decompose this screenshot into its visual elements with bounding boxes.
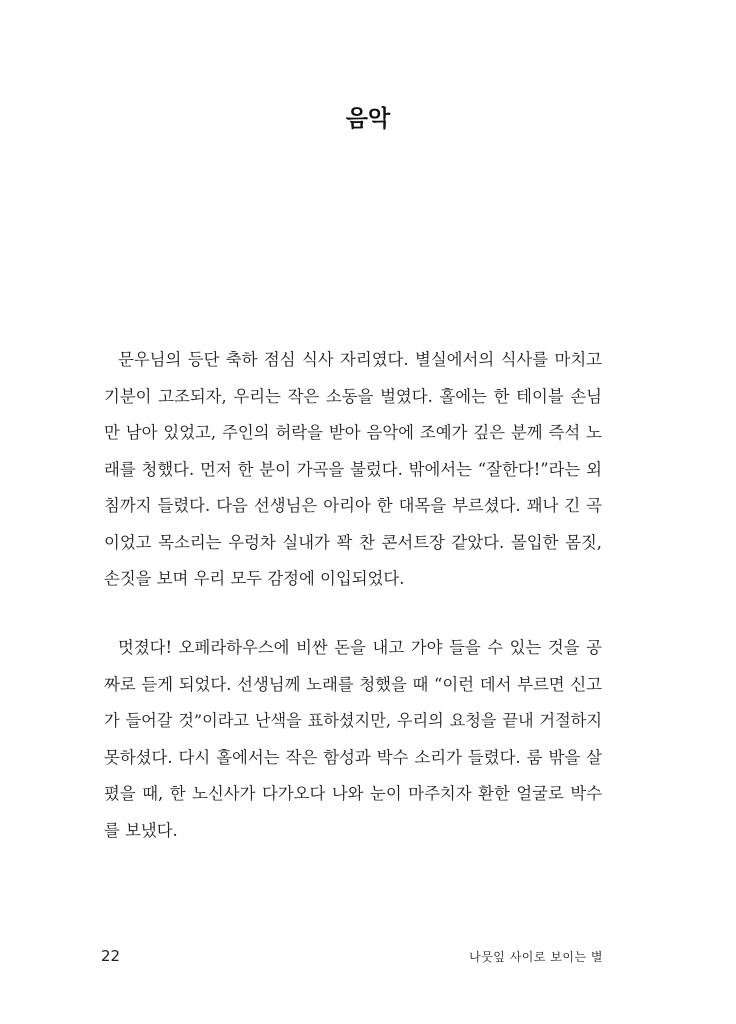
- page-number: 22: [101, 947, 121, 965]
- running-footer-book-title: 나뭇잎 사이로 보이는 별: [469, 950, 603, 964]
- text-line: 못하셨다. 다시 홀에서는 작은 함성과 박수 소리가 들렸다. 룸 밖을 살: [104, 747, 602, 767]
- text-line: 가 들어갈 것”이라고 난색을 표하셨지만, 우리의 요청을 끝내 거절하지: [104, 711, 602, 730]
- chapter-title: 음악: [345, 106, 391, 132]
- text-line: 손짓을 보며 우리 모두 감정에 이입되었다.: [104, 569, 405, 588]
- paragraph-1: [104, 342, 602, 598]
- text-line: 폈을 때, 한 노신사가 다가오다 나와 눈이 마주치자 환한 얼굴로 박수: [104, 784, 602, 803]
- text-line: 래를 청했다. 먼저 한 분이 가곡을 불렀다. 밖에서는 “잘한다!”라는 외: [104, 459, 602, 479]
- text-line: 이었고 목소리는 우렁차 실내가 꽉 찬 콘서트장 같았다. 몰입한 몸짓,: [104, 532, 602, 552]
- text-line: 침까지 들렸다. 다음 선생님은 아리아 한 대목을 부르셨다. 꽤나 긴 곡: [104, 496, 602, 515]
- text-line: 멋졌다! 오페라하우스에 비싼 돈을 내고 가야 들을 수 있는 것을 공: [118, 638, 602, 657]
- text-line: 를 보냈다.: [104, 820, 178, 840]
- text-line: 문우님의 등단 축하 점심 식사 자리였다. 별실에서의 식사를 마치고: [118, 350, 602, 369]
- text-line: 만 남아 있었고, 주인의 허락을 받아 음악에 조예가 깊은 분께 즉석 노: [104, 423, 602, 442]
- paragraph-2: [104, 630, 602, 849]
- text-line: 기분이 고조되자, 우리는 작은 소동을 벌였다. 홀에는 한 테이블 손님: [104, 386, 602, 406]
- text-line: 짜로 듣게 되었다. 선생님께 노래를 청했을 때 “이런 데서 부르면 신고: [104, 674, 602, 694]
